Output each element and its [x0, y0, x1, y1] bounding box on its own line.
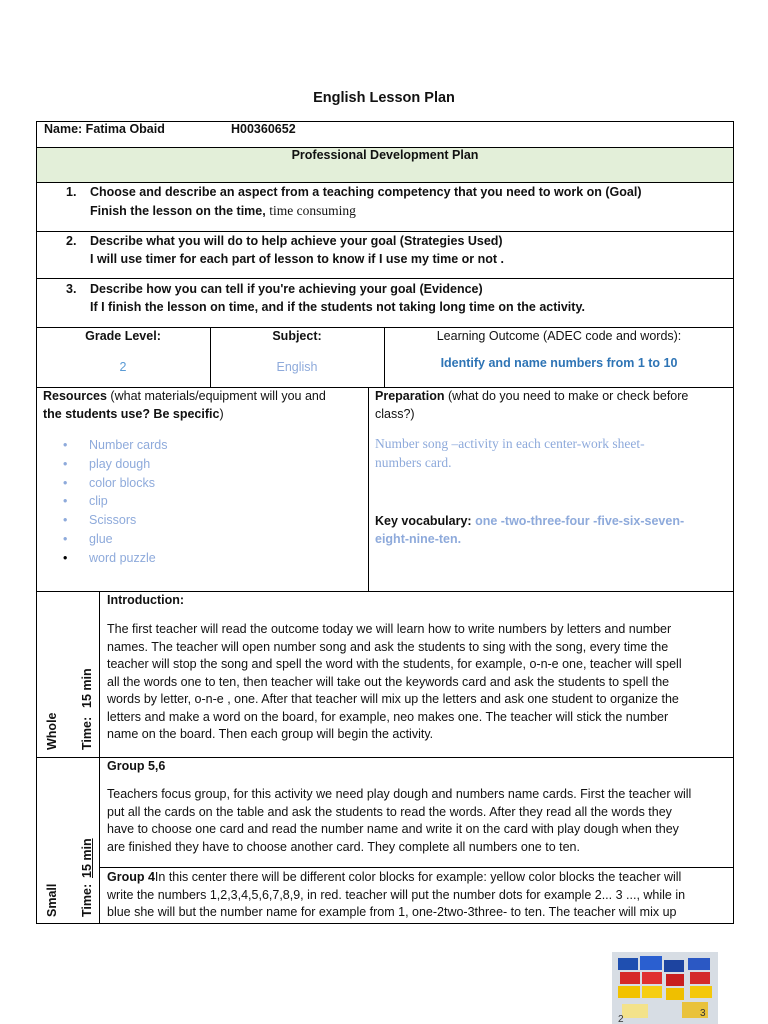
row-divider	[36, 182, 734, 183]
introduction-heading: Introduction:	[107, 593, 185, 607]
list-item: • clip	[50, 492, 168, 511]
list-item: • play dough	[50, 455, 168, 474]
page-title: English Lesson Plan	[313, 90, 455, 106]
resources-label-rest: (what materials/equipment will you and	[110, 389, 326, 403]
group2-heading: Group 4	[107, 870, 155, 884]
key-vocabulary	[375, 513, 684, 531]
text-line: all the words one to ten, then teacher will take out the keywords card and ask the students to spell the	[107, 674, 670, 689]
goal-answer-main: Finish the lesson on the time,	[90, 204, 266, 218]
list-item: • Scissors	[50, 511, 168, 530]
text-line: write the numbers 1,2,3,4,5,6,7,8,9, in red. teacher will put the number dots for example 2... 3 ..., while in	[107, 887, 686, 902]
text-line: teacher will stop the song and spell the word with the students, for example, o-n-e one, teacher will spell	[107, 657, 682, 671]
preparation-text-line2: numbers card.	[375, 455, 452, 470]
introduction-text	[107, 621, 729, 744]
grade-label: Grade Level:	[85, 329, 161, 343]
text-line: words by letter, o-n-e , one. After that teacher will mix up the letters and ask one student to organize the	[107, 692, 679, 706]
col-divider	[99, 591, 100, 924]
key-vocabulary-line2: eight-nine-ten.	[375, 532, 462, 546]
student-id: H00360652	[231, 122, 296, 136]
strategies-answer: I will use timer for each part of lesson to know if I use my time or not .	[90, 252, 504, 266]
outcome-label: Learning Outcome (ADEC code and words):	[436, 329, 682, 343]
small-time-value: 15 min	[80, 838, 94, 878]
goal-question: Choose and describe an aspect from a teaching competency that you need to work on (Goal)	[90, 185, 642, 199]
text-line: blue she will but the number name for example from 1, one-2two-3three- to ten. The teacher will mix up	[107, 905, 677, 919]
strategies-question: Describe what you will do to help achieve your goal (Strategies Used)	[90, 234, 503, 248]
preparation-label-line2: class?)	[375, 407, 415, 421]
row-divider	[36, 278, 734, 279]
color-blocks-illustration	[612, 952, 718, 1024]
text-line: letters and make a word on the board, for example, neo makes one. The teacher will stick the number	[107, 709, 669, 724]
list-item: • Number cards	[50, 436, 168, 455]
pd-plan-title: Professional Development Plan	[291, 148, 479, 162]
color-blocks-photo	[612, 952, 718, 1024]
grade-value: 2	[119, 360, 127, 374]
preparation-label-bold: Preparation	[375, 389, 445, 403]
text-line: The first teacher will read the outcome today we will learn how to write numbers by letters and number	[107, 622, 672, 636]
list-item: • color blocks	[50, 474, 168, 493]
group1-text	[107, 786, 729, 856]
evidence-answer: If I finish the lesson on time, and if the students not taking long time on the activity.	[90, 300, 585, 314]
evidence-question: Describe how you can tell if you're achieving your goal (Evidence)	[90, 282, 483, 296]
whole-label: Whole	[45, 712, 59, 750]
list-item: • word puzzle	[50, 549, 168, 568]
whole-time-label: Time:	[80, 716, 94, 750]
small-label: Small	[45, 883, 59, 917]
subject-value: English	[276, 360, 318, 374]
goal-number: 1.	[66, 185, 77, 199]
text-line-part: In this center there will be different color blocks for example: yellow color blocks the teacher will	[154, 870, 682, 884]
small-time-label: Time:	[80, 883, 94, 917]
photo-label: 3	[700, 1008, 706, 1019]
resources-list	[50, 436, 168, 568]
subject-label: Subject:	[272, 329, 322, 343]
text-line: are finished they have to choose another card. They complete all numbers one to ten.	[107, 839, 580, 854]
evidence-number: 3.	[66, 282, 77, 296]
preparation-label	[375, 388, 688, 406]
photo-label: 2	[618, 1014, 624, 1024]
text-line: have to choose one card and read the number name and write it on the card with play dough when they	[107, 822, 679, 836]
key-vocabulary-label: Key vocabulary:	[375, 514, 472, 528]
resources-label-line2	[43, 406, 224, 424]
strategies-number: 2.	[66, 234, 77, 248]
text-line: Teachers focus group, for this activity we need play dough and numbers name cards. First the teacher will	[107, 787, 692, 801]
text-line: names. The teacher will open number song and ask the students to sing with the song, every time the	[107, 639, 669, 654]
outcome-value: Identify and name numbers from 1 to 10	[440, 356, 678, 370]
goal-answer	[90, 202, 356, 221]
row-divider	[99, 867, 734, 868]
list-item: • glue	[50, 530, 168, 549]
group2-text	[107, 869, 729, 922]
resources-label-line2-rest: )	[219, 407, 224, 421]
goal-answer-tail: time consuming	[269, 203, 356, 218]
text-line	[107, 869, 729, 887]
resources-label-bold: Resources	[43, 389, 107, 403]
text-line: name on the board. Then each group will begin the activity.	[107, 727, 434, 741]
col-divider	[368, 387, 369, 592]
row-divider	[36, 231, 734, 232]
key-vocabulary-line1: one -two-three-four -five-six-seven-	[475, 514, 685, 528]
preparation-text-line1: Number song –activity in each center-work sheet-	[375, 436, 645, 451]
whole-time-value: 15 min	[80, 668, 94, 708]
preparation-label-rest: (what do you need to make or check before	[447, 389, 689, 403]
name-label: Name: Fatima Obaid	[44, 122, 165, 136]
resources-label-line2-bold: the students use? Be specific	[43, 407, 220, 421]
resources-label	[43, 388, 326, 406]
text-line: put all the cards on the table and ask the students to read the words. After they read all the words they	[107, 804, 672, 819]
group1-heading: Group 5,6	[107, 759, 166, 773]
